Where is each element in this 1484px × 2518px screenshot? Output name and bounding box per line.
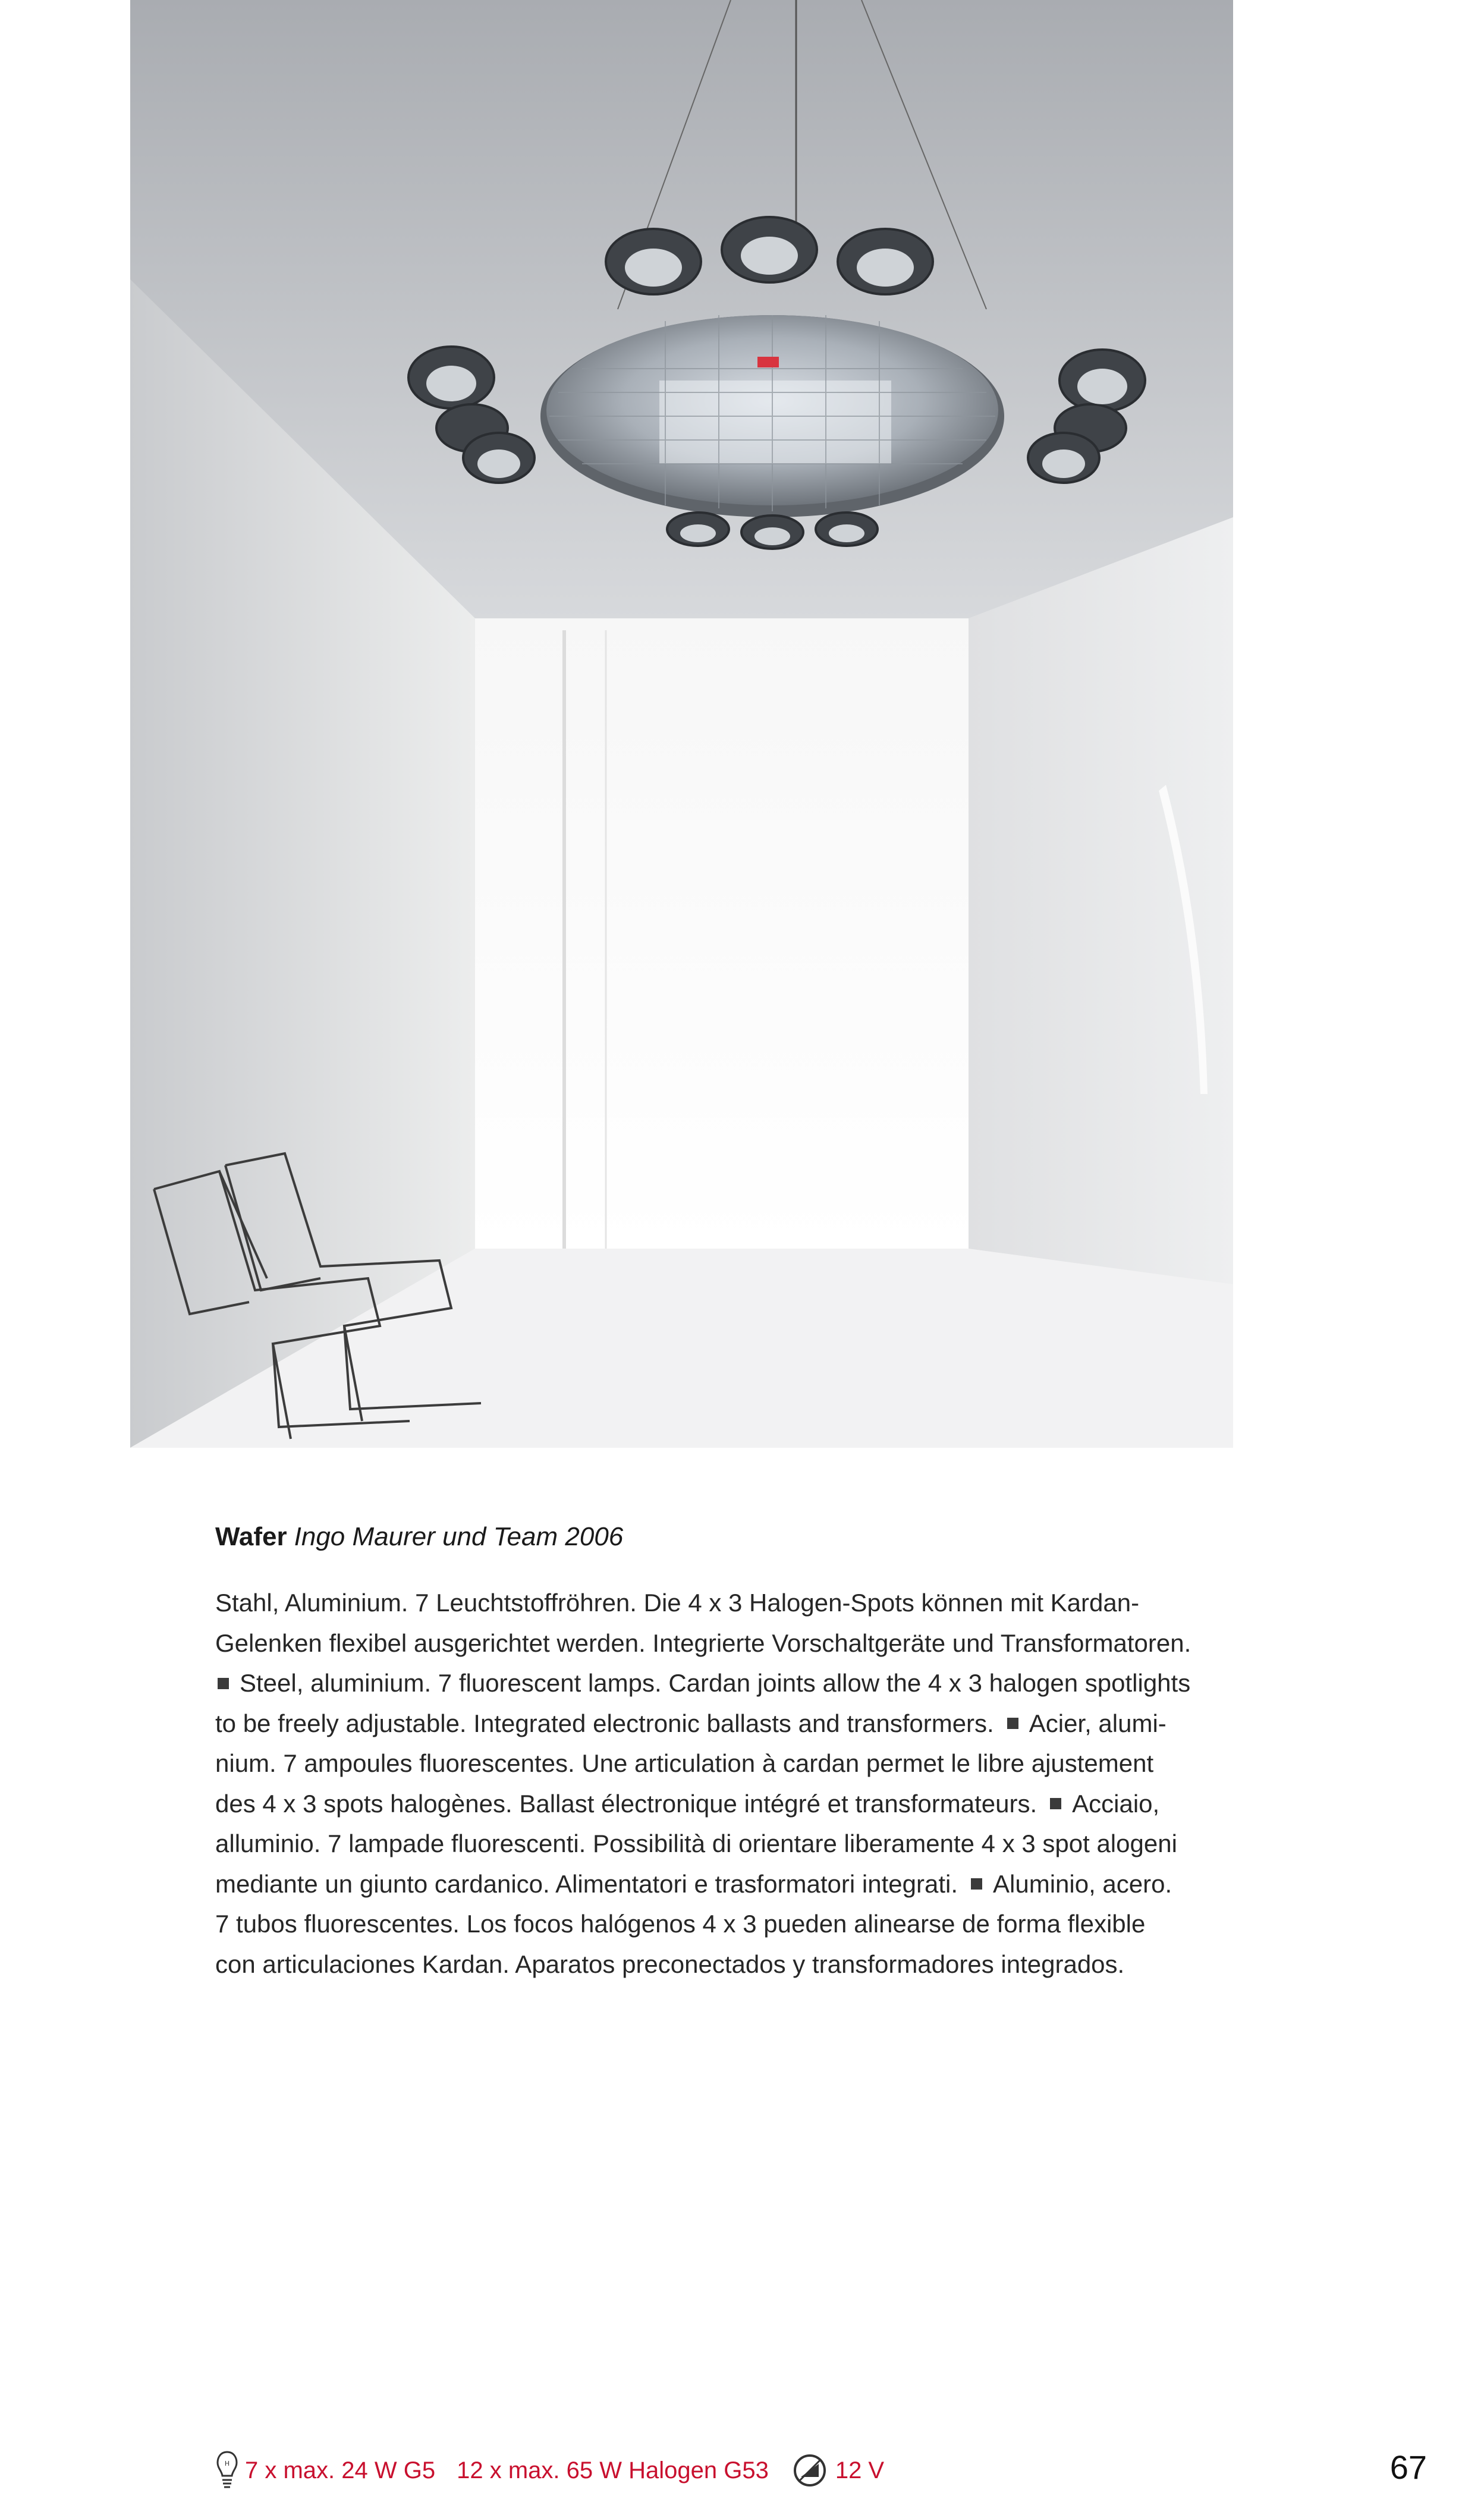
designer-credit: Ingo Maurer und Team 2006	[294, 1522, 624, 1551]
fluorescent-spec: 7 x max. 24 W G5	[245, 2457, 436, 2484]
halogen-spec: 12 x max. 65 W Halogen G53	[457, 2457, 769, 2484]
description-line: des 4 x 3 spots halogènes. Ballast électronique intégré et transformateurs. Acciaio,	[215, 1789, 1160, 1818]
bullet-square-icon	[218, 1678, 229, 1689]
description-line: nium. 7 ampoules fluorescentes. Une articulation à cardan permet le libre ajustement	[215, 1749, 1154, 1777]
voltage-spec: 12 V	[835, 2457, 885, 2484]
svg-text:H: H	[224, 2460, 230, 2467]
description-line: mediante un giunto cardanico. Alimentatori e trasformatori integrati. Aluminio, acero.	[215, 1869, 1172, 1898]
dimmer-icon	[793, 2453, 827, 2488]
bullet-square-icon	[971, 1878, 982, 1890]
description-line: Gelenken flexibel ausgerichtet werden. Integrierte Vorschaltgeräte und Transformatoren.	[215, 1629, 1191, 1657]
room-illustration	[130, 0, 1233, 1448]
bullet-square-icon	[1050, 1798, 1061, 1809]
product-description	[215, 1583, 1190, 1984]
description-line: Steel, aluminium. 7 fluorescent lamps. Cardan joints allow the 4 x 3 halogen spotlights	[215, 1663, 1190, 1703]
description-line: 7 tubos fluorescentes. Los focos halógenos 4 x 3 pueden alinearse de forma flexible	[215, 1910, 1146, 1938]
technical-specs	[215, 2447, 884, 2494]
product-photo	[130, 0, 1233, 1448]
page-number: 67	[1389, 2448, 1427, 2486]
product-caption	[215, 1516, 1190, 1984]
bullet-square-icon	[1007, 1718, 1018, 1729]
product-name: Wafer	[215, 1522, 287, 1551]
description-line: to be freely adjustable. Integrated electronic ballasts and transformers. Acier, alumi-	[215, 1709, 1167, 1737]
description-line: con articulaciones Kardan. Aparatos preconectados y transformadores integrados.	[215, 1950, 1125, 1978]
product-title	[215, 1516, 1190, 1558]
description-line: alluminio. 7 lampade fluorescenti. Possibilità di orientare liberamente 4 x 3 spot alogeni	[215, 1829, 1177, 1857]
bulb-icon	[215, 2450, 239, 2491]
description-line: Stahl, Aluminium. 7 Leuchtstoffröhren. Die 4 x 3 Halogen-Spots können mit Kardan-	[215, 1589, 1140, 1617]
